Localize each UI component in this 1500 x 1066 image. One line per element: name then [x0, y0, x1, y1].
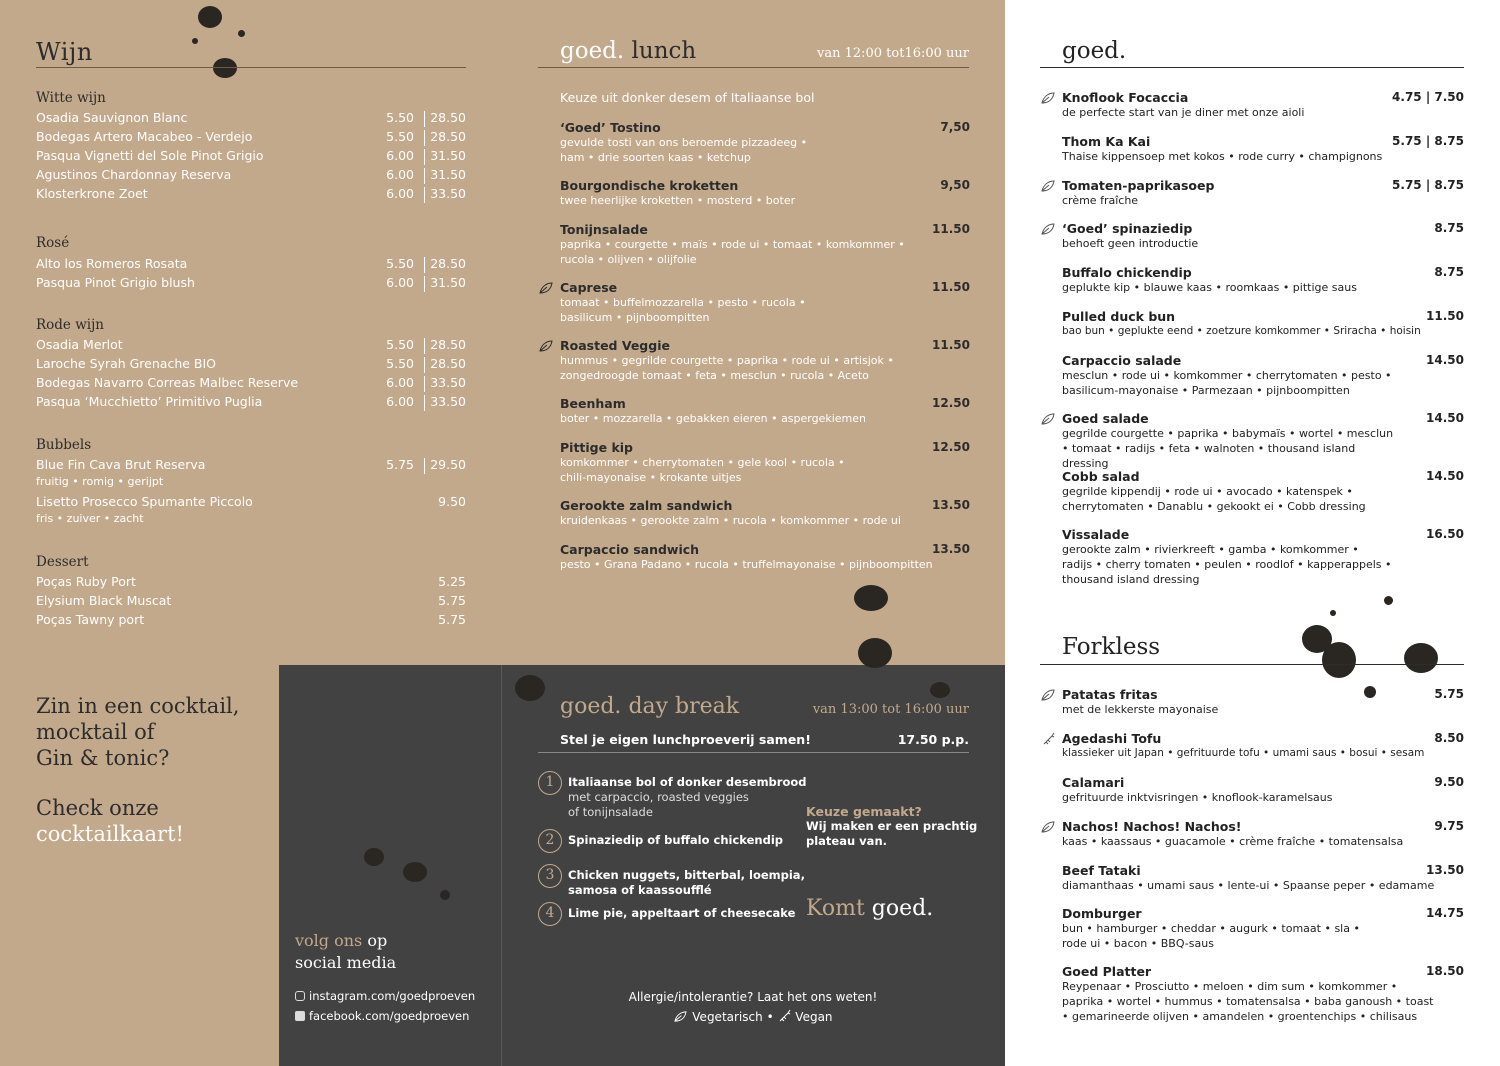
wine-row: Agustinos Chardonnay Reserva 6.00 31.50 — [36, 167, 466, 182]
komt-goed-slogan: Komt goed. — [806, 896, 934, 921]
goed-menu-title: goed. — [1062, 38, 1127, 64]
vegan-carrot-icon — [777, 1009, 791, 1023]
lunch-item: Beenham boter • mozzarella • gebakken eieren • aspergekiemen 12.50 — [560, 396, 970, 425]
wine-row: Elysium Black Muscat 5.75 — [36, 593, 466, 608]
wine-category: Bubbels — [36, 437, 92, 453]
lunch-hours: van 12:00 tot16:00 uur — [816, 46, 969, 61]
menu-item: Tomaten-paprikasoep crème fraîche 5.75 | 8.75 — [1062, 178, 1464, 208]
wine-note: fruitig • romig • gerijpt — [36, 475, 164, 488]
lunch-item: Pittige kip komkommer • cherrytomaten • gele kool • rucola • chili-mayonaise • krokante uitjes 12.50 — [560, 440, 970, 484]
menu-item: ‘Goed’ spinaziedip behoeft geen introductie 8.75 — [1062, 221, 1464, 251]
lunch-intro: Keuze uit donker desem of Italiaanse bol — [560, 90, 815, 105]
wine-row: Osadia Sauvignon Blanc 5.50 28.50 — [36, 110, 466, 125]
allergy-notice: Allergie/intolerantie? Laat het ons weten! — [628, 990, 878, 1004]
vegetarian-leaf-icon — [1040, 412, 1056, 426]
goed-menu-rule — [1040, 67, 1464, 68]
social-heading: volg ons op social media — [295, 931, 397, 972]
facebook-icon — [295, 1011, 305, 1021]
wine-row: Bodegas Artero Macabeo - Verdejo 5.50 28.50 — [36, 129, 466, 144]
wine-row: Bodegas Navarro Correas Malbec Reserve 6.00 33.50 — [36, 375, 466, 390]
daybreak-price: 17.50 p.p. — [897, 732, 969, 747]
vegetarian-leaf-icon — [1040, 222, 1056, 236]
daybreak-title: goed. day break — [560, 694, 740, 719]
menu-item: Patatas fritas met de lekkerste mayonaise 5.75 — [1062, 687, 1464, 717]
wine-row: Pasqua ‘Mucchietto’ Primitivo Puglia 6.00 33.50 — [36, 394, 466, 409]
menu-item: Domburger bun • hamburger • cheddar • augurk • tomaat • sla • rode ui • bacon • BBQ-saus 14.75 — [1062, 906, 1464, 950]
lunch-item: Carpaccio sandwich pesto • Grana Padano • rucola • truffelmayonaise • pijnboompitten 13.50 — [560, 542, 970, 571]
cocktail-link[interactable]: cocktailkaart! — [36, 822, 184, 846]
wine-row: Laroche Syrah Grenache BIO 5.50 28.50 — [36, 356, 466, 371]
wine-row: Poças Ruby Port 5.25 — [36, 574, 466, 589]
wine-category: Rosé — [36, 235, 70, 251]
cocktail-callout: Zin in een cocktail, mocktail of Gin & tonic? Check onze cocktailkaart! — [36, 694, 240, 846]
wine-category: Dessert — [36, 554, 89, 570]
diet-legend: Vegetarisch • Vegan — [560, 1009, 946, 1024]
daybreak-subtitle: Stel je eigen lunchproeverij samen! — [560, 732, 811, 747]
lunch-item: Roasted Veggie hummus • gegrilde courgette • paprika • rode ui • artisjok • zongedroogde tomaat • feta • mesclun • rucola • Aceto 11.50 — [560, 338, 970, 383]
facebook-link[interactable]: facebook.com/goedproeven — [295, 1009, 469, 1023]
wine-category: Witte wijn — [36, 90, 106, 106]
menu-item: Nachos! Nachos! Nachos! kaas • kaassaus • guacamole • crème fraîche • tomatensalsa 9.75 — [1062, 819, 1464, 849]
lunch-item: ‘Goed’ Tostino gevulde tosti van ons beroemde pizzadeeg • ham • drie soorten kaas • ketchup 7,50 — [560, 120, 970, 164]
forkless-rule — [1040, 664, 1464, 665]
lunch-title: goed. lunch — [560, 38, 697, 64]
vegetarian-leaf-icon — [1040, 91, 1056, 105]
menu-item: Agedashi Tofu klassieker uit Japan • gefrituurde tofu • umami saus • bosui • sesam 8.50 — [1062, 731, 1464, 761]
wine-category: Rode wijn — [36, 317, 104, 333]
dark-panel — [279, 665, 1005, 1066]
instagram-icon — [295, 991, 305, 1001]
menu-item: Vissalade gerookte zalm • rivierkreeft • gamba • komkommer • radijs • cherry tomaten • peulen • roodlof • kapperappels • thousand island dressing 16.50 — [1062, 527, 1464, 586]
menu-item: Carpaccio salade mesclun • rode ui • komkommer • cherrytomaten • pesto • basilicum-mayonaise • Parmezaan • pijnboompitten 14.50 — [1062, 353, 1464, 397]
menu-item: Goed salade gegrilde courgette • paprika • babymaïs • wortel • mesclun • tomaat • radijs • feta • walnoten • thousand island dressing 14.50 — [1062, 411, 1464, 471]
wine-row: Klosterkrone Zoet 6.00 33.50 — [36, 186, 466, 201]
daybreak-rule — [538, 752, 969, 753]
vegetarian-leaf-icon — [1040, 688, 1056, 702]
vegetarian-leaf-icon — [1040, 820, 1056, 834]
forkless-title: Forkless — [1062, 634, 1161, 660]
wine-row: Poças Tawny port 5.75 — [36, 612, 466, 627]
lunch-item: Tonijnsalade paprika • courgette • maïs • rode ui • tomaat • komkommer • rucola • olijven • olijfolie 11.50 — [560, 222, 970, 266]
lunch-title-rule — [538, 67, 969, 68]
vegan-carrot-icon — [1040, 732, 1056, 746]
lunch-item: Gerookte zalm sandwich kruidenkaas • gerookte zalm • rucola • komkommer • rode ui 13.50 — [560, 498, 970, 527]
wine-row: Lisetto Prosecco Spumante Piccolo 9.50 — [36, 494, 466, 509]
vegetarian-leaf-icon — [1040, 179, 1056, 193]
menu-item: Goed Platter Reypenaar • Prosciutto • meloen • dim sum • komkommer • paprika • wortel • hummus • tomatensalsa • baba ganoush • toast • gemarineerde olijven • amandelen • groentenchips • chilisaus 18.50 — [1062, 964, 1464, 1023]
wine-row: Alto los Romeros Rosata 5.50 28.50 — [36, 256, 466, 271]
menu-item: Pulled duck bun bao bun • geplukte eend • zoetzure komkommer • Sriracha • hoisin 11.50 — [1062, 309, 1464, 337]
wine-row: Pasqua Vignetti del Sole Pinot Grigio 6.00 31.50 — [36, 148, 466, 163]
daybreak-choice: Keuze gemaakt? Wij maken er een prachtig plateau van. — [806, 804, 978, 848]
vegetarian-leaf-icon — [538, 281, 554, 295]
menu-item: Buffalo chickendip geplukte kip • blauwe kaas • roomkaas • pittige saus 8.75 — [1062, 265, 1464, 294]
wine-note: fris • zuiver • zacht — [36, 512, 144, 525]
wine-title-rule — [36, 67, 466, 68]
menu-item: Beef Tataki diamanthaas • umami saus • lente-ui • Spaanse peper • edamame 13.50 — [1062, 863, 1464, 892]
wine-row: Pasqua Pinot Grigio blush 6.00 31.50 — [36, 275, 466, 290]
daybreak-hours: van 13:00 tot 16:00 uur — [812, 702, 969, 717]
menu-item: Calamari gefrituurde inktvisringen • knoflook-karamelsaus 9.50 — [1062, 775, 1464, 804]
wine-row: Blue Fin Cava Brut Reserva 5.75 29.50 — [36, 457, 466, 472]
menu-item: Knoflook Focaccia de perfecte start van je diner met onze aioli 4.75 | 7.50 — [1062, 90, 1464, 120]
wine-title: Wijn — [36, 38, 93, 66]
lunch-item: Bourgondische kroketten twee heerlijke kroketten • mosterd • boter 9,50 — [560, 178, 970, 207]
instagram-link[interactable]: instagram.com/goedproeven — [295, 989, 475, 1003]
lunch-item: Caprese tomaat • buffelmozzarella • pesto • rucola • basilicum • pijnboompitten 11.50 — [560, 280, 970, 325]
dark-panel-divider — [501, 665, 502, 1066]
vegetarian-leaf-icon — [673, 1010, 688, 1023]
wine-row: Osadia Merlot 5.50 28.50 — [36, 337, 466, 352]
menu-item: Cobb salad gegrilde kippendij • rode ui • avocado • katenspek • cherrytomaten • Danablu • gekookt ei • Cobb dressing 14.50 — [1062, 469, 1464, 513]
menu-item: Thom Ka Kai Thaise kippensoep met kokos • rode curry • champignons 5.75 | 8.75 — [1062, 134, 1464, 163]
vegetarian-leaf-icon — [538, 339, 554, 353]
